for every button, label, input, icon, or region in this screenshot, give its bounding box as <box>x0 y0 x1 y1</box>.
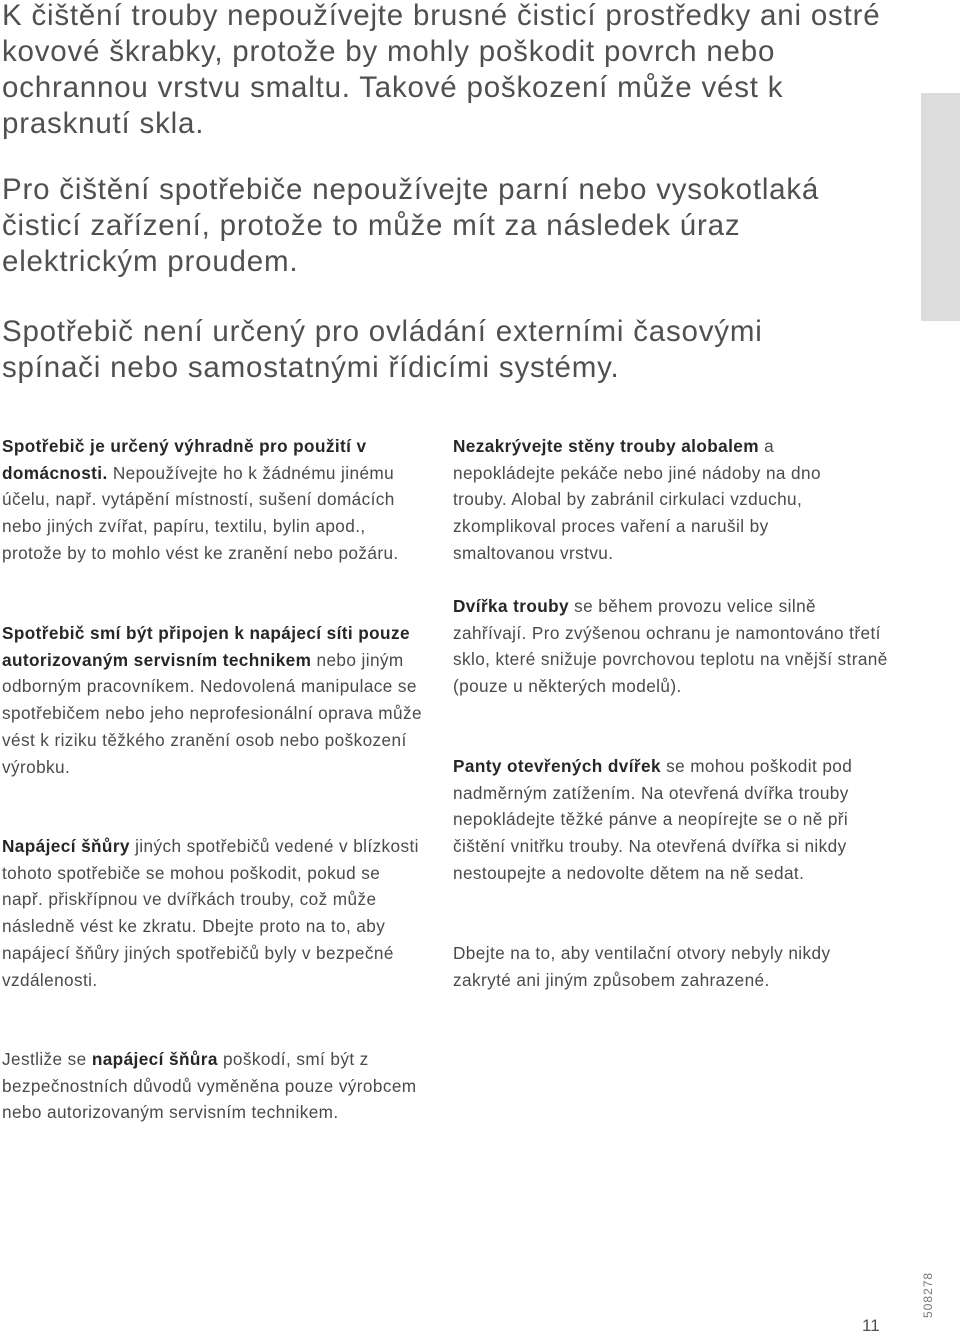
right-paragraph-ventilation <box>453 940 873 993</box>
bottom-paragraph-post: poškodí, smí být z bezpečnostních důvodů vyměněna pouze výrobcem nebo autorizovaným servisním technikem. <box>2 1049 417 1123</box>
page-number: 11 <box>862 1316 880 1335</box>
bottom-paragraph-bold: napájecí šňůra <box>91 1049 218 1069</box>
left-paragraph-connection <box>2 620 432 780</box>
left-paragraph-power-cords <box>2 833 420 993</box>
left-paragraph-power-cords-bold: Napájecí šňůry <box>2 836 130 856</box>
section-tab-marker <box>921 93 960 321</box>
right-paragraph-oven-door <box>453 593 888 700</box>
warning-paragraph-external-timers: Spotřebič není určený pro ovládání externími časovými spínači nebo samostatnými řídicími systémy. <box>2 315 763 384</box>
right-paragraph-door-hinges-bold: Panty otevřených dvířek <box>453 756 661 776</box>
right-paragraph-aluminium-foil <box>453 433 868 567</box>
bottom-paragraph-damaged-cord <box>2 1046 428 1126</box>
right-paragraph-aluminium-foil-bold: Nezakrývejte stěny trouby alobalem <box>453 436 759 456</box>
right-paragraph-oven-door-text: se během provozu velice silně zahřívají. Pro zvýšenou ochranu je namontováno třetí sklo, které snižuje povrchovou teplotu na vnější straně (pouze u některých modelů). <box>453 596 888 697</box>
bottom-paragraph-pre: Jestliže se <box>2 1049 92 1069</box>
right-paragraph-oven-door-bold: Dvířka trouby <box>453 596 569 616</box>
document-code: 508278 <box>921 1271 935 1318</box>
right-paragraph-door-hinges-text: se mohou poškodit pod nadměrným zatížením. Na otevřená dvířka trouby nepokládejte těžké pánve a neopírejte se o ně při čištění vnitřku trouby. Na otevřená dvířka si nikdy nestoupejte a nedovolte dětem na ně sedat. <box>453 756 853 883</box>
right-paragraph-door-hinges <box>453 753 893 887</box>
left-paragraph-domestic-use-text: Nepoužívejte ho k žádnému jinému účelu, např. vytápění místností, sušení domácích nebo jiných zvířat, papíru, textilu, bylin apod., protože by to mohlo vést ke zranění nebo požáru. <box>2 462 399 563</box>
warning-paragraph-abrasives: K čištění trouby nepoužívejte brusné čisticí prostředky ani ostré kovové škrabky, protože by mohly poškodit povrch nebo ochrannou vrstvu smaltu. Takové poškození může vést k prasknutí skla. <box>2 0 881 140</box>
warning-paragraph-steam-cleaners: Pro čištění spotřebiče nepoužívejte parní nebo vysokotlaká čisticí zařízení, protože to může mít za následek úraz elektrickým proudem. <box>2 173 820 278</box>
right-paragraph-ventilation-text: Dbejte na to, aby ventilační otvory nebyly nikdy zakryté ani jiným způsobem zahrazené. <box>453 943 831 990</box>
left-paragraph-domestic-use-bold: Spotřebič je určený výhradně pro použití v domácnosti. <box>2 436 367 483</box>
left-paragraph-domestic-use <box>2 433 427 567</box>
left-paragraph-connection-text: nebo jiným odborným pracovníkem. Nedovolená manipulace se spotřebičem nebo jeho neprofesionální oprava může vést k riziku těžkého zranění osob nebo poškození výrobku. <box>2 649 422 777</box>
right-paragraph-aluminium-foil-text: a nepokládejte pekáče nebo jiné nádoby na dno trouby. Alobal by zabránil cirkulaci vzduchu, zkomplikoval proces vaření a narušil by smaltovanou vrstvu. <box>453 436 821 563</box>
left-paragraph-connection-bold: Spotřebič smí být připojen k napájecí síti pouze autorizovaným servisním technikem <box>2 623 410 670</box>
left-paragraph-power-cords-text: jiných spotřebičů vedené v blízkosti tohoto spotřebiče se mohou poškodit, pokud se např. přiskřípnou ve dvířkách trouby, což může následně vést ke zkratu. Dbejte proto na to, aby napájecí šňůry jiných spotřebičů byly v bezpečné vzdálenosti. <box>2 836 419 990</box>
